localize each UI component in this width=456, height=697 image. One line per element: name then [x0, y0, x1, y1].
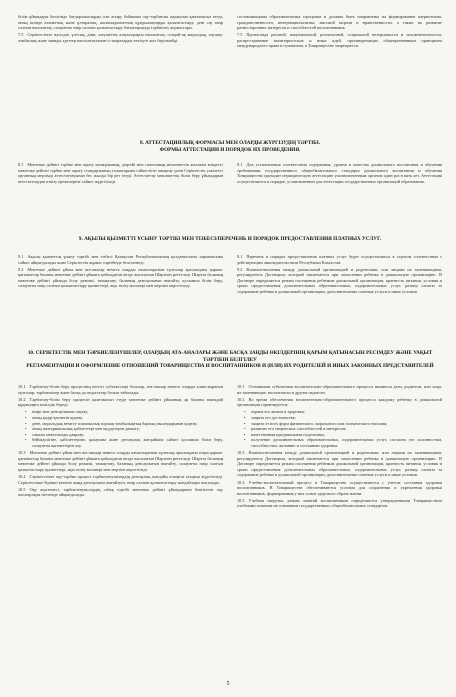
- paragraph: [237, 267, 442, 295]
- paragraph-number: 10.2: [237, 396, 245, 402]
- section-8-ru-column: [237, 162, 442, 224]
- section-8-title-kk: 8. АТТЕСТАЦИЯЛЫҚ ФОРМАСЫ МЕН ОЛАРДЫ ЖҮРГІЗУДІҢ ТӘРТІБІ.: [139, 140, 321, 146]
- bullet-item: • дене, моральдық немесе психикалық зорлық-зомбылықтың барлық нысандарынан қорғау;: [32, 421, 223, 427]
- top-block: [18, 14, 442, 66]
- bullet-item: • качественная предшкольная подготовка;: [251, 432, 442, 438]
- bullet-item: • оның қадір-қасиетін қорғау;: [32, 415, 223, 421]
- paragraph-number: 9.1: [237, 254, 243, 259]
- bullet-item: • охрана его жизни и здоровья;: [251, 409, 442, 415]
- bullet-list: [18, 409, 223, 448]
- paragraph: [18, 162, 223, 184]
- bullet-item: • оның шығармашылық қабілеттері мен мүдделерін дамыту;: [32, 426, 223, 432]
- paragraph: [18, 14, 223, 31]
- paragraph: [237, 498, 442, 509]
- paragraph-text: Учебно-воспитательный процесс в Товариществе осуществляется с учетом состояния здоровья воспитанников. В Товариществе обеспечиваются условия для сохранения и укрепления здоровья воспитанников, формирования у них основ здорового образа жизни.: [237, 479, 442, 496]
- paragraph-text: Серіктестікте оқу-тәрбие процесі тәрбиеленушілердің денсаулық жағдайы ескеріле отырып жүргізіледі. Серіктестікке бірінші кезекте жаңа денсаулығы нығайтуға, өмір салтын қалыптастыру жағдайлары жасалады.: [18, 473, 223, 485]
- paragraph-number: 10.1: [18, 384, 26, 389]
- paragraph-number: 10.3: [18, 450, 26, 456]
- paragraph-text: Тәрбиелеу-білім беру процесін қамтамасыз етуде мектепке дейінгі ұйымның әр баланы мынадай құқықтарға кепілдік береді:: [18, 396, 223, 408]
- paragraph-number: 10.4: [237, 479, 245, 485]
- paragraph-number: 7.5: [237, 32, 243, 38]
- paragraph-number: 10.2: [18, 396, 26, 402]
- paragraph: [237, 14, 442, 31]
- paragraph-text: Оқу жүктемесі, тәрбиеленушілердің сабақ тәртібі мектепке дейінгі ұйымдармен бекітілген оқу жоспарлары негізінде айқындалады.: [18, 486, 223, 498]
- paragraph-text: составляющими образовательных программ и должны быть направлены на формирование патриотизма, гражданственности, интернационализма, высокой морали и нравственности, а также на развитие разносторонних интересов и способностей воспитанников.: [237, 14, 442, 31]
- paragraph-text: Тәрбиелеу-білім беру процесінің негізгі субъектілері балалар, ата-аналар немесе оларды алмастыратын тұлғалар, тәрбиешілер және басқа да педагогтар болып табылады.: [18, 384, 223, 395]
- paragraph-text: Ақылы қызметтің ұсыну тәртібі мен тізбесі Қазақстан Республикасының қолданыстағы заңнамасына сәйкес айқындалады және Серіктестік жұмыс тәртібінде белгіленеді.: [18, 254, 223, 265]
- section-10-ru-column: [237, 384, 442, 676]
- paragraph-number: 10.5: [18, 486, 26, 492]
- paragraph-number: 10.4: [18, 473, 26, 479]
- paragraph-text: Мектепке дейінгі тәрбие мен оқыту мазмұнының, деңгейі мен сапасының мемлекеттік жалпыға міндетті мектепке дейінгі тәрбие мен оқыту стандартының талаптарына сәйкестігін анықтау үшін Серіктестік уәкілетті органның мерзімді аттестаттауынан бес жылда бір рет өтеді. Аттестаттау мемлекеттік білім беру ұйымдарын аттестаттаудан өткізу ережелеріне сәйкес жүргізіледі.: [18, 162, 223, 184]
- bullet-item: • защита от всех форм физического, морального или психического насилия;: [251, 421, 442, 427]
- paragraph: [18, 487, 223, 498]
- paragraph-number: 9.2: [237, 266, 243, 272]
- top-kk-column: [18, 14, 223, 66]
- top-ru-column: [237, 14, 442, 66]
- paragraph-number: 9.1: [18, 254, 24, 259]
- bullet-item: • защита его достоинства;: [251, 415, 442, 421]
- paragraph-text: Взаимоотношения между дошкольной организацией и родителями, или лицами их заменяющими, регулируются Договором, который заключается при зачислении ребенка в дошкольную организацию. В Договоре определяется режим посещения ребенком дошкольной организации, кратность питания, условия и сроки предоставления дополнительных образовательных, оздоровительных услуг, размер оплаты за содержание ребенка в дошкольной организации, дополнительные платные услуги и иные условия.: [237, 266, 442, 295]
- section-8-title: [22, 140, 438, 153]
- section-9-kk-column: [18, 254, 223, 326]
- paragraph: [237, 254, 442, 265]
- section-10-body: [18, 384, 442, 676]
- paragraph: [237, 162, 442, 184]
- paragraph: [237, 480, 442, 497]
- paragraph: [18, 254, 223, 265]
- paragraph-number: 7.5: [18, 32, 24, 38]
- paragraph: [237, 384, 442, 395]
- paragraph-text: Мектепке дейінгі ұйым мен ата-аналар немесе оларды алмастыратын тұлғалар арасындағы қарым-қатынастар баланы мектепке дейінгі ұйымға қабылдаған кезде жасалатын Шартпен реттеледі. Шартта баланың мектепке дейінгі ұйымда болу режимі, тамақтану, баланың денсаулығын нығайту, қосымша білім беру, салауатты өмір салтын қалыптастыру қызметтері, ақы төлеу мөлшері мен мерзімі көрсетіледі.: [18, 266, 223, 289]
- page-number: 5: [226, 681, 230, 687]
- paragraph-number: 8.1: [18, 162, 24, 167]
- bullet-item: • өмірі мен денсаулығын сақтау;: [32, 409, 223, 415]
- section-9-title: 9. АҚЫЛЫ ҚЫЗМЕТТІ ҰСЫНУ ТӘРТІБІ МЕН ТІЗБЕСІ/ПЕРЕЧЕНЬ И ПОРЯДОК ПРЕДОСТАВЛЕНИЯ ПЛАТНЫХ УСЛУГ.: [78, 236, 382, 242]
- paragraph-number: 8.1: [237, 162, 243, 167]
- paragraph: [18, 474, 223, 485]
- bullet-item: • бейімділігіне, қабілеттеріне, қалауына және денсаулық жағдайына сәйкес қосымша білім беру, салауатты қызметтерін алу.: [32, 437, 223, 448]
- bullet-item: • сапалы мектепалды даярлау;: [32, 432, 223, 438]
- paragraph: [237, 32, 442, 49]
- section-9-body: [18, 254, 442, 326]
- paragraph-text: Во время обеспечения воспитательно-образовательного процесса каждому ребенку в дошкольной организации гарантируется:: [237, 396, 442, 408]
- section-9-ru-column: [237, 254, 442, 326]
- paragraph: [18, 267, 223, 289]
- bullet-item: • получение дополнительных образовательных, оздоровительных услуг, согласно его склонностям, способностям, желанию и состоянию здоровья.: [251, 437, 442, 448]
- paragraph-number: 10.1: [237, 384, 245, 389]
- paragraph-number: 10.5: [237, 497, 245, 503]
- paragraph-text: Пропаганда расовой, национальной, религиозной, социальной нетерпимости и исключительности, распространение милитаристских и иных идей, противоречащих общепризнанным принципам международного права и гуманизма, в Товариществе запрещается.: [237, 32, 442, 49]
- section-8-body: [18, 162, 442, 224]
- paragraph-text: Для установления соответствия содержания, уровня и качества дошкольного воспитания и обучения требованиям государственного общеобязательного стандарта дошкольного воспитания и обучения Товарищество проходит периодическую аттестацию уполномоченным органом один раз в пять лет. Аттестация осуществляется в порядке, установленном для аттестации государственных организаций образования.: [237, 162, 442, 184]
- paragraph: [18, 450, 223, 472]
- paragraph: [18, 397, 223, 408]
- paragraph-text: Взаимоотношения между дошкольной организацией и родителями, или лицами их заменяющими, регулируются Договором, который заключается при зачислении ребенка в дошкольную организацию. В Договоре определяется режим посещения ребенком дошкольной организации, кратность питания, условия и сроки предоставления дополнительных образовательных, оздоровительных услуг, размер оплаты за содержание ребенка в дошкольной организации, дополнительные платные услуги и иные условия.: [237, 450, 442, 478]
- paragraph-text: Учебная нагрузка, режим занятий воспитанников определяются утвержденными Товариществом учебными планами на основании государственных общеобязательных стандартов.: [237, 497, 442, 509]
- section-8-kk-column: [18, 162, 223, 224]
- section-10-title-ru: РЕГЛАМЕНТАЦИЯ И ОФОРМЛЕНИЕ ОТНОШЕНИЙ ТОВАРИЩЕСТВА И ВОСПИТАННИКОВ И (ИЛИ) ИХ РОДИТЕЛЕЙ И ИНЫХ ЗАКОННЫХ ПРЕДСТАВИТЕЛЕЙ: [26, 363, 434, 370]
- bullet-item: • развитие его творческих способностей и интересов;: [251, 426, 442, 432]
- section-10-title: [22, 350, 438, 370]
- paragraph-text: Перечень и порядок предоставления платных услуг будет осуществляться в строгом соответствии с действующим законодательством Республики Казахстан.: [237, 254, 442, 265]
- paragraph-number: 9.2: [18, 266, 24, 272]
- paragraph: [18, 32, 223, 43]
- paragraph-text: Серіктестікте нәсілдік, ұлттық, діни, әлеуметтік алауыздықты насихаттау, сондай-ақ жауыздық, зорлық-зомбылық және зиянды әдеттер насихатталатын іс-шараларды өткізуге жол берілмейді.: [18, 32, 223, 43]
- paragraph: [18, 384, 223, 395]
- bullet-list: [237, 409, 442, 448]
- section-8-title-ru: ФОРМЫ АТТЕСТАЦИИ И ПОРЯДОК ИХ ПРОВЕДЕНИЯ.: [159, 146, 301, 153]
- paragraph-text: Мектепке дейінгі ұйым мен ата-аналар немесе оларды алмастыратын тұлғалар арасындағы өзара қарым-қатынастар баланы мектепке дейінгі ұйымға қабылдаған кезде жасалатын Шартпен реттеледі. Шартта баланың мектепке дейінгі ұйымда болу режимі, тамақтану, баланың денсаулығын нығайту, салауатты өмір салтын қалыптастыру қызметтері, ақы төлеу мөлшері мен мерзімі көрсетіледі.: [18, 450, 223, 472]
- paragraph: [237, 397, 442, 408]
- paragraph-number: 10.3: [237, 450, 245, 456]
- paragraph-text: Основными субъектами воспитательно-образовательного процесса являются дети, родители, или лица, их заменяющие, воспитатели и другие педагоги.: [237, 384, 442, 395]
- paragraph-text: білім ұйымдары бөлігінде бағдарламаларды іске асыру бойынша оқу-тәрбиелік жұмысын қамтамасыз етеді, оның ішінде азаматтық және ұлтаралық, жалпыадамзаттық құндылықтарды қалыптастыру, дені сау өмір салтын насихаттау, салауатты өмір салтын қалыптастыру бағыттарында тәрбиелеу жұмыстары.: [18, 14, 223, 31]
- section-10-kk-column: [18, 384, 223, 676]
- paragraph: [237, 450, 442, 478]
- section-10-title-kk: 10. СЕРІКТЕСТІК МЕН ТӘРБИЕЛЕНУШІЛЕР, ОЛАРДЫҢ АТА-АНАЛАРЫ ЖӘНЕ БАСҚА ЗАҢДЫ ӨКІЛДЕРІНІҢ ҚАРЫМ ҚАТЫНАСЫН РЕСІМДЕУ ЖӘНЕ УАҚЫТ ТӘРТІБІН БЕЛГІЛЕУ: [27, 350, 433, 363]
